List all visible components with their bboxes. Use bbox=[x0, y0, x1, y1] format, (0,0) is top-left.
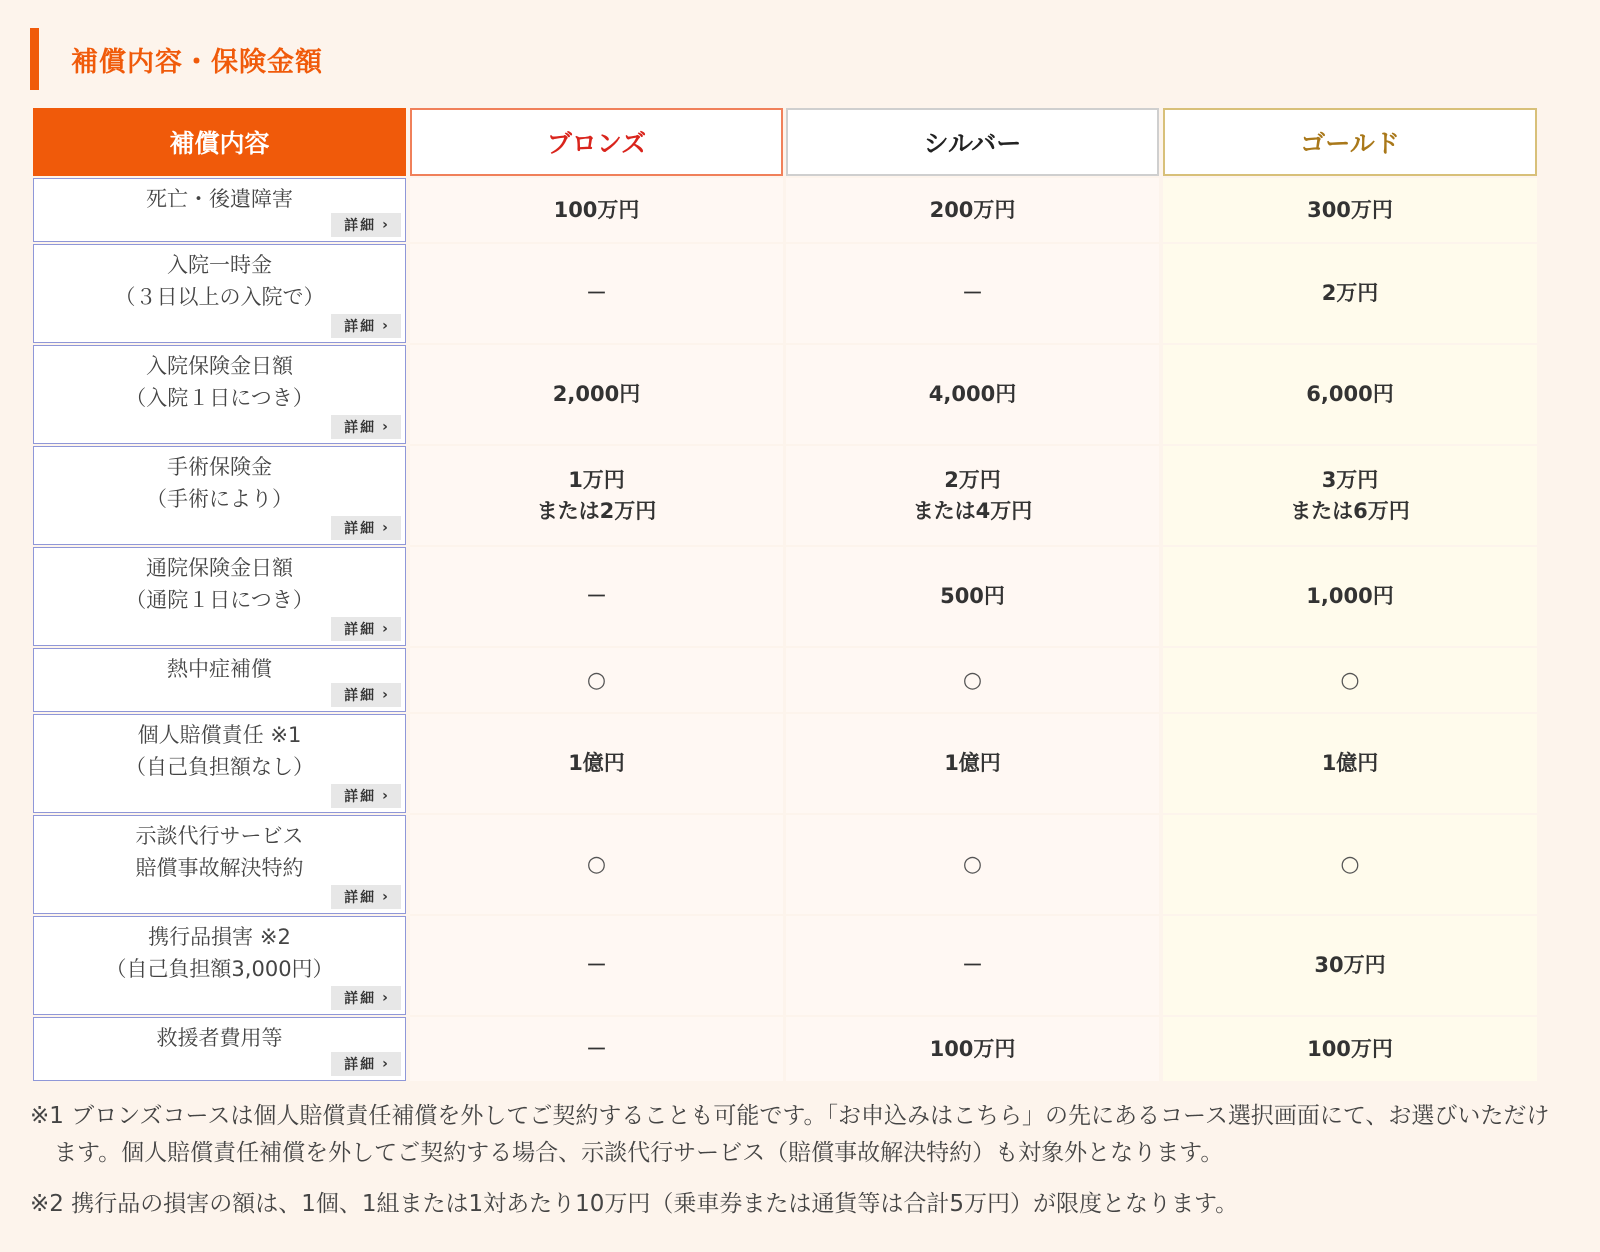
value-cell-bronze bbox=[410, 916, 783, 1015]
detail-button[interactable] bbox=[331, 213, 401, 237]
chevron-right-icon: › bbox=[382, 687, 388, 703]
footnote-2: ※2 携行品の損害の額は、1個、1組または1対あたり10万円（乗車券または通貨等は合計5万円）が限度となります。 bbox=[30, 1191, 1239, 1217]
detail-label: 詳細 bbox=[344, 420, 377, 436]
value-text: または6万円 bbox=[1290, 498, 1410, 523]
section-heading bbox=[30, 28, 323, 90]
value-text: － bbox=[586, 1036, 607, 1061]
coverage-name: 入院保険金日額 bbox=[146, 354, 293, 378]
coverage-label-cell bbox=[33, 1017, 406, 1081]
value-text: 1,000円 bbox=[1306, 584, 1394, 608]
covered-mark: ○ bbox=[586, 667, 607, 693]
detail-label: 詳細 bbox=[344, 521, 377, 537]
header-bronze: ブロンズ bbox=[410, 108, 783, 176]
detail-label: 詳細 bbox=[344, 789, 377, 805]
value-text: 2万円 bbox=[944, 467, 1001, 492]
value-text: 100万円 bbox=[553, 197, 640, 222]
value-cell-silver bbox=[786, 916, 1159, 1015]
coverage-name: 救援者費用等 bbox=[156, 1026, 283, 1050]
detail-label: 詳細 bbox=[344, 218, 377, 234]
detail-button[interactable] bbox=[331, 1052, 401, 1076]
chevron-right-icon: › bbox=[382, 889, 388, 905]
coverage-condition: （３日以上の入院で） bbox=[114, 285, 325, 309]
value-text: 1億円 bbox=[944, 751, 1001, 775]
chevron-right-icon: › bbox=[382, 621, 388, 637]
detail-button[interactable] bbox=[331, 683, 401, 707]
value-cell-silver bbox=[786, 648, 1159, 712]
coverage-condition: （自己負担額3,000円） bbox=[105, 957, 334, 981]
value-text: － bbox=[962, 281, 983, 305]
value-cell-silver bbox=[786, 446, 1159, 545]
value-cell-gold bbox=[1163, 345, 1537, 444]
value-text: － bbox=[586, 584, 607, 608]
coverage-label-cell bbox=[33, 178, 406, 242]
detail-label: 詳細 bbox=[344, 890, 377, 906]
coverage-label-cell bbox=[33, 345, 406, 444]
footnotes bbox=[30, 1098, 1570, 1223]
value-cell-gold bbox=[1163, 648, 1537, 712]
value-text: 100万円 bbox=[1307, 1036, 1393, 1061]
covered-mark: ○ bbox=[962, 667, 983, 693]
value-cell-gold bbox=[1163, 916, 1537, 1015]
coverage-name: 個人賠償責任 ※1 bbox=[137, 723, 302, 747]
value-cell-bronze bbox=[410, 547, 783, 646]
value-cell-gold bbox=[1163, 178, 1537, 242]
value-text: 1億円 bbox=[1321, 751, 1379, 775]
value-text: 2万円 bbox=[1321, 281, 1379, 305]
chevron-right-icon: › bbox=[382, 520, 388, 536]
detail-button[interactable] bbox=[331, 617, 401, 641]
coverage-name: 手術保険金 bbox=[167, 455, 272, 479]
value-text: 200万円 bbox=[929, 197, 1016, 222]
chevron-right-icon: › bbox=[382, 1056, 388, 1072]
coverage-condition: （手術により） bbox=[146, 487, 293, 511]
covered-mark: ○ bbox=[1340, 667, 1360, 693]
value-cell-silver bbox=[786, 547, 1159, 646]
value-text: 1万円 bbox=[568, 467, 625, 492]
coverage-name: 示談代行サービス bbox=[135, 824, 304, 848]
header-gold: ゴールド bbox=[1163, 108, 1537, 176]
value-cell-bronze bbox=[410, 446, 783, 545]
value-text: － bbox=[962, 953, 983, 977]
value-text: 100万円 bbox=[929, 1036, 1016, 1061]
detail-label: 詳細 bbox=[344, 319, 377, 335]
chevron-right-icon: › bbox=[382, 419, 388, 435]
coverage-label-cell bbox=[33, 916, 406, 1015]
value-text: または4万円 bbox=[912, 498, 1033, 523]
detail-button[interactable] bbox=[331, 314, 401, 338]
detail-label: 詳細 bbox=[344, 1057, 377, 1073]
chevron-right-icon: › bbox=[382, 990, 388, 1006]
value-text: 30万円 bbox=[1314, 953, 1386, 977]
coverage-condition: （自己負担額なし） bbox=[125, 755, 314, 779]
value-cell-bronze bbox=[410, 714, 783, 813]
value-cell-silver bbox=[786, 815, 1159, 914]
chevron-right-icon: › bbox=[382, 788, 388, 804]
covered-mark: ○ bbox=[962, 852, 983, 877]
value-cell-gold bbox=[1163, 815, 1537, 914]
detail-label: 詳細 bbox=[344, 991, 377, 1007]
detail-button[interactable] bbox=[331, 516, 401, 540]
value-cell-silver bbox=[786, 1017, 1159, 1081]
detail-label: 詳細 bbox=[344, 622, 377, 638]
value-cell-bronze bbox=[410, 345, 783, 444]
header-coverage-item: 補償内容 bbox=[33, 108, 406, 176]
value-cell-gold bbox=[1163, 244, 1537, 343]
coverage-condition: （入院１日につき） bbox=[125, 386, 314, 410]
value-text: － bbox=[586, 281, 607, 305]
chevron-right-icon: › bbox=[382, 217, 388, 233]
value-cell-silver bbox=[786, 345, 1159, 444]
value-text: または2万円 bbox=[536, 498, 657, 523]
value-text: 2,000円 bbox=[552, 382, 641, 406]
header-silver: シルバー bbox=[786, 108, 1159, 176]
value-text: 500円 bbox=[940, 584, 1005, 608]
footnote-1: ※1 ブロンズコースは個人賠償責任補償を外してご契約することも可能です。「お申込みはこちら」の先にあるコース選択画面にて、お選びいただけます。個人賠償責任補償を外してご契約する場合、示談代行サービス（賠償事故解決特約）も対象外となります。 bbox=[30, 1103, 1550, 1166]
value-text: 6,000円 bbox=[1306, 382, 1394, 406]
coverage-label-cell bbox=[33, 815, 406, 914]
coverage-label-cell bbox=[33, 547, 406, 646]
value-text: 300万円 bbox=[1307, 197, 1393, 222]
section-title: 補償内容・保険金額 bbox=[71, 46, 323, 78]
covered-mark: ○ bbox=[586, 852, 607, 877]
coverage-condition: 賠償事故解決特約 bbox=[135, 856, 304, 880]
coverage-name: 携行品損害 ※2 bbox=[148, 925, 291, 949]
value-cell-silver bbox=[786, 178, 1159, 242]
detail-button[interactable] bbox=[331, 415, 401, 439]
value-cell-gold bbox=[1163, 1017, 1537, 1081]
value-cell-bronze bbox=[410, 815, 783, 914]
detail-button[interactable] bbox=[331, 784, 401, 808]
coverage-label-cell bbox=[33, 714, 406, 813]
coverage-name: 通院保険金日額 bbox=[146, 556, 293, 580]
heading-accent-bar bbox=[30, 28, 39, 90]
value-cell-gold bbox=[1163, 547, 1537, 646]
value-cell-gold bbox=[1163, 714, 1537, 813]
value-text: 4,000円 bbox=[928, 382, 1017, 406]
coverage-label-cell bbox=[33, 648, 406, 712]
detail-button[interactable] bbox=[331, 885, 401, 909]
coverage-name: 熱中症補償 bbox=[167, 657, 272, 681]
detail-button[interactable] bbox=[331, 986, 401, 1010]
value-cell-bronze bbox=[410, 178, 783, 242]
value-text: 1億円 bbox=[568, 751, 625, 775]
value-cell-gold bbox=[1163, 446, 1537, 545]
coverage-name: 入院一時金 bbox=[167, 253, 272, 277]
value-cell-bronze bbox=[410, 244, 783, 343]
value-cell-silver bbox=[786, 244, 1159, 343]
chevron-right-icon: › bbox=[382, 318, 388, 334]
value-text: － bbox=[586, 953, 607, 977]
covered-mark: ○ bbox=[1340, 852, 1360, 877]
value-cell-bronze bbox=[410, 648, 783, 712]
value-cell-silver bbox=[786, 714, 1159, 813]
coverage-name: 死亡・後遺障害 bbox=[146, 187, 293, 211]
coverage-label-cell bbox=[33, 446, 406, 545]
coverage-condition: （通院１日につき） bbox=[125, 588, 314, 612]
detail-label: 詳細 bbox=[344, 688, 377, 704]
value-cell-bronze bbox=[410, 1017, 783, 1081]
value-text: 3万円 bbox=[1321, 467, 1379, 492]
coverage-label-cell bbox=[33, 244, 406, 343]
